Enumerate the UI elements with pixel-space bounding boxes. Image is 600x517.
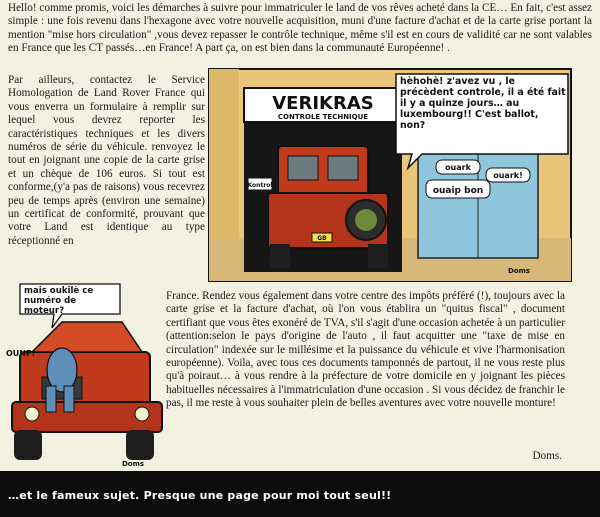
artist-signature-top: Doms [508,267,531,275]
exclamation-text: OUNF! [6,349,36,358]
intro-paragraph: Hello! comme promis, voici les démarches à suivre pour immatriculer le land de vos rêves acheté dans la CE… En fait, c'est assez simple : une fois revenu dans l'hexagone avec votre nouvelle acquisition, muni d'une facture d'achat et de la carte grise portant la mention "mise hors circulation" ,vous devez repasser le contrôle technique, même s'il est en cours de validité car ne sont valables en France que les CT passés…en France! A part ça, on est bien dans la communauté Européenne! . [8,2,592,55]
bubble-main-text: hèhohè! z'avez vu , le précèdent controle, il a été fait il y a quinze jours… au luxembourg!! C'est ballot, non? [400,76,566,131]
bubble-reply-text: ouaip bon [432,186,484,196]
footer-caption: …et le fameux sujet. Presque une page pour moi tout seul!! [8,489,392,502]
comic-panel-inspection [208,68,572,282]
bubble-engine-text: mais oukilè ce numéro de moteur? [24,286,94,314]
bottom-column-paragraph: France. Rendez vous également dans votre centre des impôts préféré (!), toujours avec la carte grise et la facture d'achat, où l'on vous établira un "quitus fiscal" , document certifiant que vous êtes exonéré de TVA, s'il s'agit d'une occasion achetée à un particulier (attention:selon le pays d'origine de l'auto , il faut acquitter une "taxe de mise en circulation" indexée sur le millésime et la puissance du véhicule et vive l'harmonisation européenne). Voila, avec tous ces documents tamponnés de partout, il ne vous reste plus qu'à poiraut… à vous rendre à la préfecture de votre domicile en y joignant les pièces habituelles nécessaires à l'immatriculation d'une occasion . Si vous décidez de franchir le pas, il me reste à vous souhaiter plein de belles aventures avec votre nouvelle monture! [166,290,565,410]
comic-panel-engine [2,282,164,470]
ouark-text-2: ouark! [493,171,523,180]
ouark-text-1: ouark [445,163,471,172]
left-column-paragraph: Par ailleurs, contactez le Service Homologation de Land Rover France qui vous enverra un formulaire à remplir sur lequel vous devrez reporter les caractéristiques techniques et les divers numéros de série du véhicule. renvoyez le tout en joignant une copie de la carte grise et un chèque de 106 euros. Si tout est conforme,(y'a pas de raisons) vous recevrez peu de temps après (environ une semaine) un certificat de conformité, prouvant que votre Land est identique au type réceptionné en [8,74,205,247]
artist-signature-bottom: Doms [122,460,145,468]
sign-subtitle: CONTROLE TECHNIQUE [277,113,369,121]
plate-text: GB [317,235,327,242]
door-sign: Kontrol [247,182,273,189]
sign-title: VERIKRAS [272,93,374,114]
signature: Doms. [532,450,562,462]
footer-bar [0,471,600,517]
